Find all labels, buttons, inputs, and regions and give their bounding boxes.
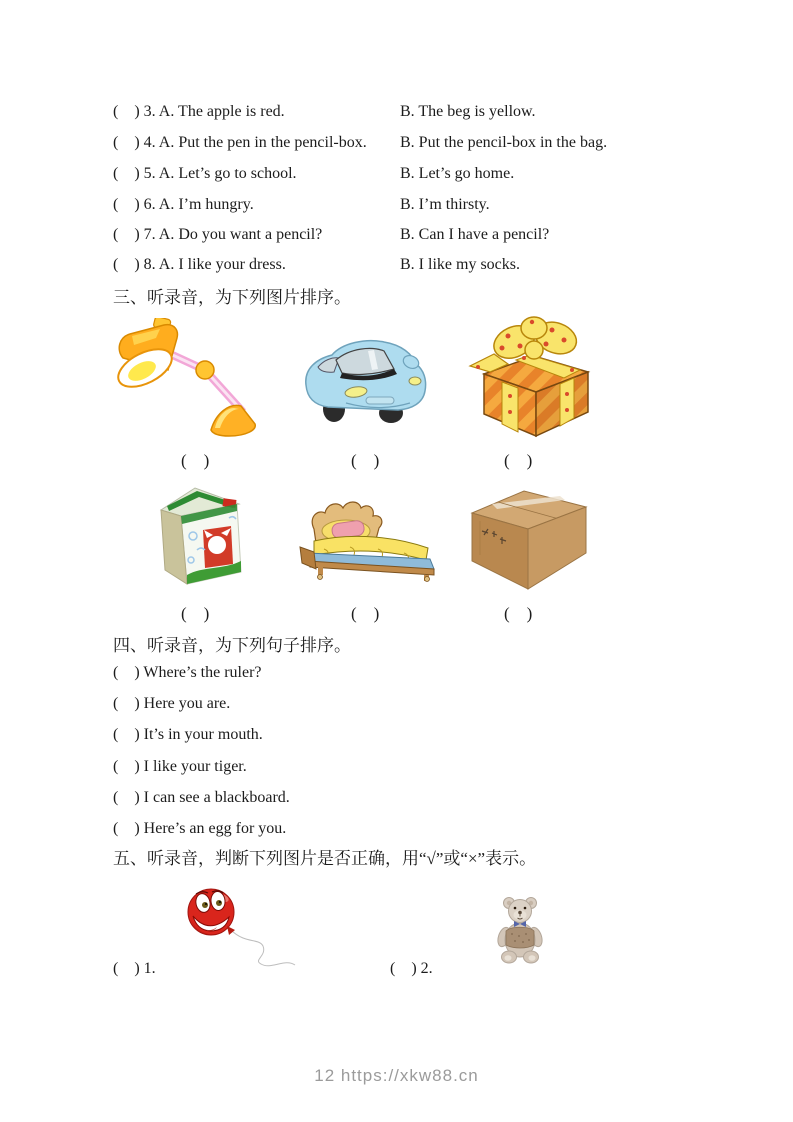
section3-heading: 三、听录音，为下列图片排序。: [113, 288, 351, 307]
bed-image: [284, 497, 439, 582]
choice-3b: B. The beg is yellow.: [400, 103, 536, 120]
choice-8b: B. I like my socks.: [400, 256, 520, 273]
balloon-image: [183, 886, 298, 971]
choice-row-8: [113, 255, 733, 275]
picture-blank-3: ( ): [504, 451, 533, 470]
picture-blank-5: ( ): [351, 604, 380, 623]
choice-3a: ( ) 3. A. The apple is red.: [113, 103, 285, 120]
picture-blank-4: ( ): [181, 604, 210, 623]
sentence-4: ( ) I like your tiger.: [113, 758, 247, 775]
section5-heading: 五、听录音，判断下列图片是否正确，用“√”或“×”表示。: [113, 849, 537, 868]
car-image: [298, 333, 428, 425]
picture-blank-2: ( ): [351, 451, 380, 470]
judge-item-1: ( ) 1.: [113, 960, 156, 977]
milk-carton-image: [147, 478, 247, 590]
sentence-5: ( ) I can see a blackboard.: [113, 789, 290, 806]
teddy-bear-image: [493, 895, 548, 965]
cardboard-box-image: [466, 481, 592, 595]
choice-4a: ( ) 4. A. Put the pen in the pencil-box.: [113, 134, 367, 151]
choice-7a: ( ) 7. A. Do you want a pencil?: [113, 226, 323, 243]
choice-6a: ( ) 6. A. I’m hungry.: [113, 196, 254, 213]
choice-6b: B. I’m thirsty.: [400, 196, 490, 213]
gift-box-image: [464, 312, 602, 440]
picture-blank-6: ( ): [504, 604, 533, 623]
sentence-3: ( ) It’s in your mouth.: [113, 726, 263, 743]
choice-4b: B. Put the pencil-box in the bag.: [400, 134, 608, 151]
choice-7b: B. Can I have a pencil?: [400, 226, 550, 243]
choice-row-4: [113, 133, 733, 153]
sentence-1: ( ) Where’s the ruler?: [113, 664, 262, 681]
choice-8a: ( ) 8. A. I like your dress.: [113, 256, 286, 273]
choice-5a: ( ) 5. A. Let’s go to school.: [113, 165, 297, 182]
desk-lamp-image: [108, 318, 273, 440]
judge-item-2: ( ) 2.: [390, 960, 433, 977]
sentence-6: ( ) Here’s an egg for you.: [113, 820, 287, 837]
picture-blank-1: ( ): [181, 451, 210, 470]
choice-5b: B. Let’s go home.: [400, 165, 515, 182]
choice-row-3: [113, 102, 733, 122]
choice-row-7: [113, 225, 733, 245]
sentence-2: ( ) Here you are.: [113, 695, 231, 712]
section4-heading: 四、听录音，为下列句子排序。: [113, 636, 351, 655]
choice-row-5: [113, 164, 733, 184]
page-footer: 12 https://xkw88.cn: [314, 1066, 479, 1085]
choice-row-6: [113, 195, 733, 215]
